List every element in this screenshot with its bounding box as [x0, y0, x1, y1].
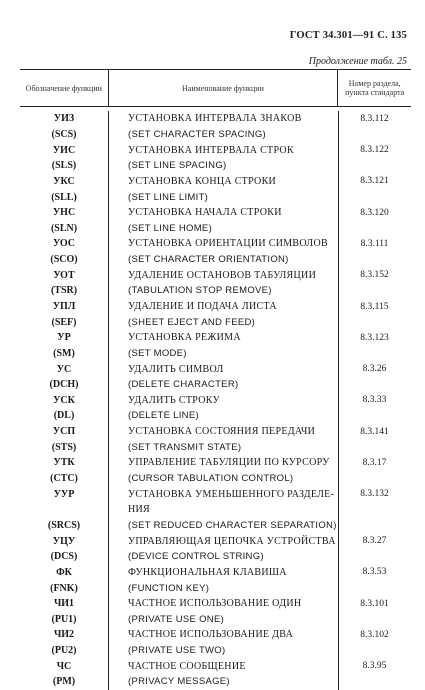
function-code: (SLN) [50, 222, 78, 234]
function-name: (SHEET EJECT AND FEED) [128, 316, 256, 328]
standard-reference: 8.3.115 [360, 301, 389, 312]
column-header-name: Наименование функции [109, 70, 339, 106]
standard-reference: 8.3.33 [362, 395, 387, 406]
function-code: (STS) [51, 441, 77, 453]
function-name: (SET LINE SPACING) [128, 160, 227, 172]
table-line [20, 189, 411, 205]
function-code: (PU2) [51, 645, 77, 657]
table-line [20, 252, 411, 268]
function-table [20, 69, 411, 690]
table-body [20, 111, 411, 690]
standard-reference: 8.3.132 [360, 489, 389, 500]
standard-reference: 8.3.121 [360, 176, 389, 187]
function-name: УДАЛИТЬ СИМВОЛ [128, 363, 224, 375]
table-line [20, 346, 411, 362]
function-name: (SET LINE HOME) [128, 222, 213, 234]
standard-reference: 8.3.101 [360, 598, 389, 609]
standard-reference: 8.3.122 [360, 145, 389, 156]
function-code: УКС [53, 175, 75, 187]
table-line [20, 518, 411, 534]
table-line [20, 533, 411, 549]
function-name: (SET TRANSMIT STATE) [128, 441, 242, 453]
table-line [20, 596, 411, 612]
standard-reference: 8.3.120 [360, 207, 389, 218]
table-header [20, 69, 411, 107]
table-line [20, 127, 411, 143]
table-line [20, 408, 411, 424]
function-code: УТК [53, 457, 75, 469]
table-line [20, 643, 411, 659]
function-code: (PM) [52, 676, 76, 688]
function-name: (CURSOR TABULATION CONTROL) [128, 473, 294, 485]
table-line [20, 486, 411, 502]
function-code: УОТ [53, 269, 75, 281]
function-name: (TABULATION STOP REMOVE) [128, 285, 272, 297]
function-name: УДАЛЕНИЕ ОСТАНОВОВ ТАБУЛЯЦИИ [128, 269, 317, 281]
function-code: УПЛ [52, 301, 76, 312]
function-name: (SET CHARACTER ORIENTATION) [128, 254, 289, 266]
table-line [20, 142, 411, 158]
function-name: УСТАНОВКА НАЧАЛА СТРОКИ [128, 207, 282, 219]
function-name: УПРАВЛЕНИЕ ТАБУЛЯЦИИ ПО КУРСОРУ [128, 457, 330, 469]
function-code: УЦУ [52, 535, 76, 547]
function-code: УС [56, 363, 72, 375]
function-name: (SET REDUCED CHARACTER SEPARATION) [128, 519, 337, 531]
function-name: ЧАСТНОЕ СООБЩЕНИЕ [128, 660, 246, 672]
function-name: (DELETE CHARACTER) [128, 379, 239, 391]
function-name: УСТАНОВКА ОРИЕНТАЦИИ СИМВОЛОВ [128, 238, 328, 250]
table-line [20, 158, 411, 174]
standard-reference: 8.3.111 [360, 238, 389, 249]
function-name: УСТАНОВКА УМЕНЬШЕННОГО РАЗДЕЛЕ- [128, 488, 335, 500]
table-line [20, 612, 411, 628]
table-line [20, 377, 411, 393]
table-line [20, 330, 411, 346]
function-code: (DCS) [50, 551, 78, 563]
function-code: (DCH) [49, 379, 79, 391]
standard-reference: 8.3.17 [362, 457, 387, 468]
function-code: (SM) [53, 347, 75, 359]
table-line [20, 314, 411, 330]
table-line [20, 205, 411, 221]
table-line [20, 299, 411, 315]
function-name: (FUNCTION KEY) [128, 582, 210, 594]
table-line [20, 236, 411, 252]
standard-reference: 8.3.26 [362, 364, 387, 375]
table-line [20, 439, 411, 455]
function-name: (DELETE LINE) [128, 410, 199, 422]
table-line [20, 111, 411, 127]
table-line [20, 627, 411, 643]
function-name: УСТАНОВКА ИНТЕРВАЛА СТРОК [128, 144, 294, 156]
standard-reference: 8.3.95 [362, 661, 387, 672]
function-code: УСК [53, 394, 75, 406]
table-line [20, 658, 411, 674]
column-header-code: Обозначение функции [20, 70, 109, 106]
function-name: ЧАСТНОЕ ИСПОЛЬЗОВАНИЕ ОДИН [128, 598, 302, 610]
function-code: (FNK) [50, 582, 78, 594]
function-name: УСТАНОВКА РЕЖИМА [128, 332, 241, 344]
function-code: (TSR) [50, 285, 78, 297]
table-line [20, 174, 411, 190]
function-name: (SET MODE) [128, 347, 187, 359]
function-name: (SET CHARACTER SPACING) [128, 128, 266, 140]
function-name: (PRIVACY MESSAGE) [128, 676, 230, 688]
function-code: (SEF) [51, 316, 77, 328]
function-name: УПРАВЛЯЮЩАЯ ЦЕПОЧКА УСТРОЙСТВА [128, 535, 336, 547]
table-line [20, 674, 411, 690]
column-header-ref: Номер раздела, пункта стандарта [345, 79, 405, 97]
table-line [20, 267, 411, 283]
function-code: УНС [52, 207, 76, 219]
standard-reference: 8.3.102 [360, 629, 389, 640]
table-line [20, 283, 411, 299]
column-divider [108, 111, 109, 690]
standard-reference: 8.3.141 [360, 426, 389, 437]
function-name: УДАЛИТЬ СТРОКУ [128, 394, 220, 406]
function-code: (CTC) [50, 473, 78, 485]
function-code: ЧИ1 [53, 598, 75, 610]
function-code: УОС [53, 238, 75, 250]
standard-reference: 8.3.53 [362, 567, 387, 578]
function-name: УСТАНОВКА СОСТОЯНИЯ ПЕРЕДАЧИ [128, 426, 316, 438]
column-divider [338, 111, 339, 690]
standard-reference: 8.3.112 [360, 113, 389, 124]
function-code: (SLL) [51, 191, 77, 203]
function-name: (DEVICE CONTROL STRING) [128, 551, 264, 563]
function-name: (PRIVATE USE ONE) [128, 613, 225, 625]
function-code: УИЗ [53, 113, 75, 125]
table-line [20, 580, 411, 596]
table-line [20, 502, 411, 518]
function-code: УР [57, 332, 71, 344]
function-name: УСТАНОВКА КОНЦА СТРОКИ [128, 175, 277, 187]
function-code: УИС [52, 144, 76, 156]
table-line [20, 549, 411, 565]
page-header: ГОСТ 34.301—91 С. 135 [289, 30, 407, 41]
function-code: УУР [53, 488, 75, 500]
function-name: НИЯ [128, 504, 151, 516]
standard-reference: 8.3.27 [362, 536, 387, 547]
function-code: (SRCS) [47, 519, 81, 531]
function-code: УСП [52, 426, 76, 438]
function-code: ФК [56, 566, 72, 578]
table-line [20, 393, 411, 409]
standard-reference: 8.3.123 [360, 332, 389, 343]
function-code: (PU1) [51, 613, 77, 625]
table-continuation-label: Продолжение табл. 25 [308, 56, 407, 67]
function-code: (SLS) [51, 160, 77, 172]
function-code: (DL) [53, 410, 75, 422]
function-code: (SCS) [51, 128, 77, 140]
standard-reference: 8.3.152 [360, 270, 389, 281]
function-name: (PRIVATE USE TWO) [128, 645, 226, 657]
function-code: ЧС [56, 660, 72, 672]
function-name: (SET LINE LIMIT) [128, 191, 209, 203]
table-line [20, 455, 411, 471]
function-name: УДАЛЕНИЕ И ПОДАЧА ЛИСТА [128, 301, 277, 312]
table-line [20, 220, 411, 236]
table-line [20, 424, 411, 440]
function-code: (SCO) [50, 254, 78, 266]
function-code: ЧИ2 [53, 629, 75, 641]
table-line [20, 471, 411, 487]
function-name: ЧАСТНОЕ ИСПОЛЬЗОВАНИЕ ДВА [128, 629, 294, 641]
table-line [20, 565, 411, 581]
table-line [20, 361, 411, 377]
function-name: ФУНКЦИОНАЛЬНАЯ КЛАВИША [128, 566, 287, 578]
function-name: УСТАНОВКА ИНТЕРВАЛА ЗНАКОВ [128, 113, 302, 125]
